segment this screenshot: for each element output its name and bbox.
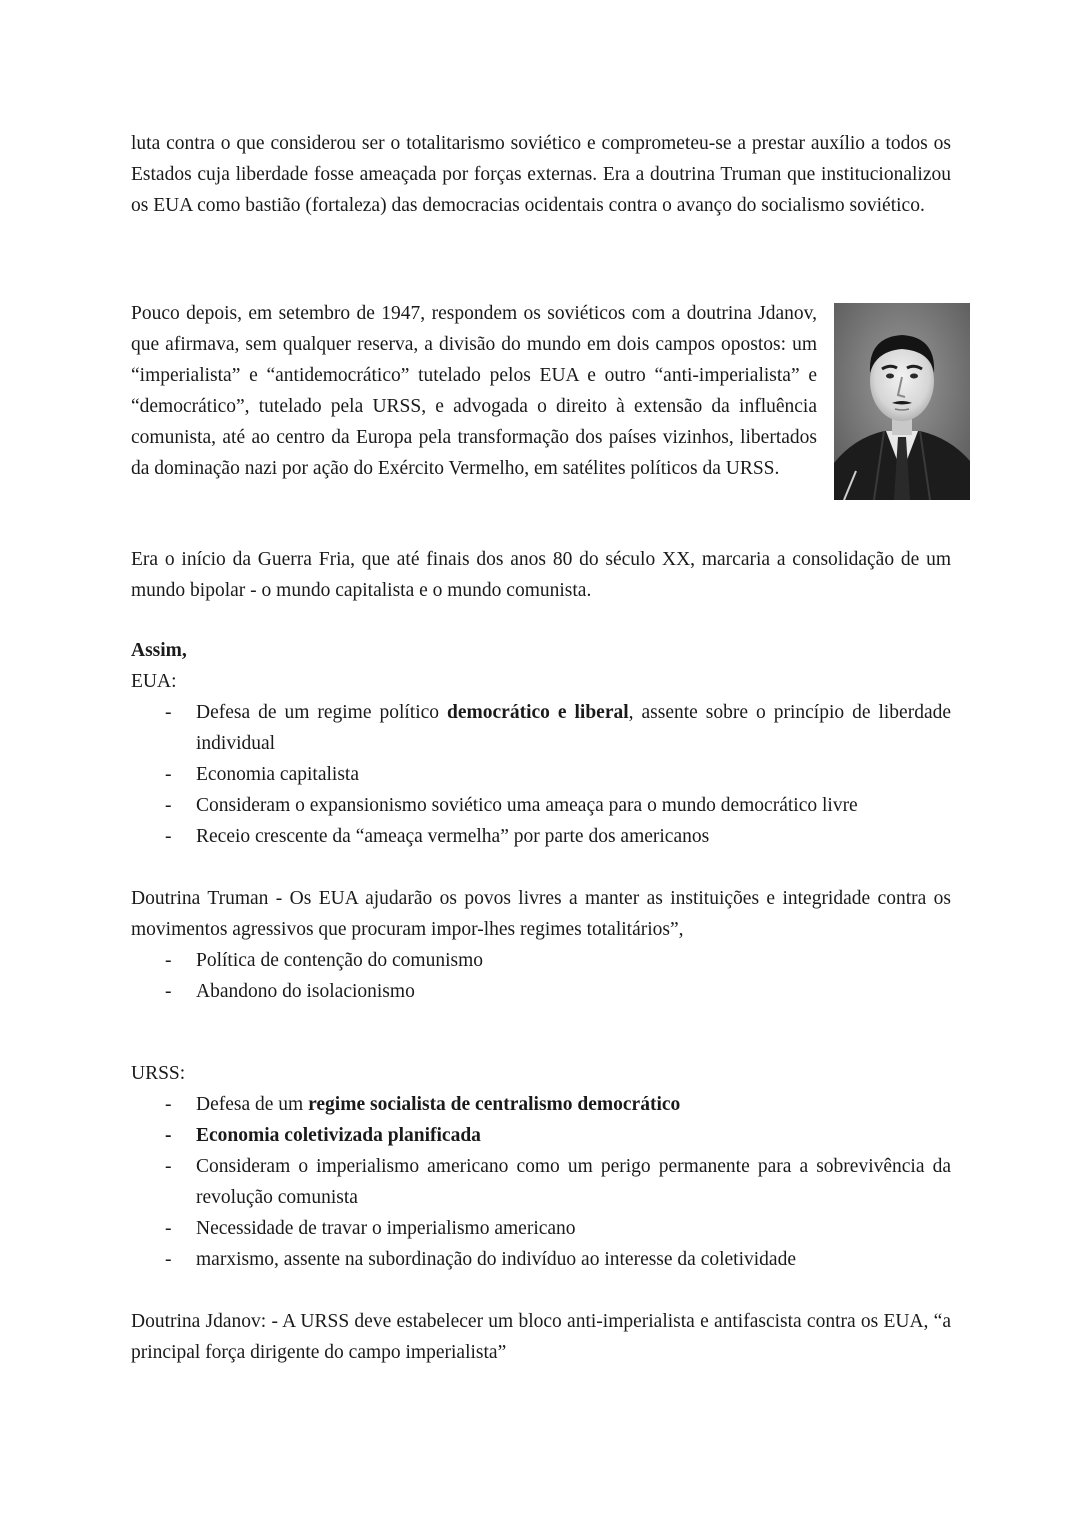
eua-list (131, 697, 951, 852)
list-item-text: Defesa de um (196, 1094, 309, 1115)
list-item-text: , assente sobre o princípio de liberdade individual (196, 702, 951, 754)
list-item: - Receio crescente da “ameaça vermelha” por parte dos americanos (196, 821, 951, 852)
urss-list (131, 1089, 951, 1275)
list-item: - Política de contenção do comunismo (196, 945, 951, 976)
eua-label: EUA: (131, 671, 177, 692)
document-page (131, 128, 951, 1368)
list-item (196, 697, 951, 759)
jdanov-section (131, 298, 951, 515)
urss-label: URSS: (131, 1063, 186, 1084)
truman-paragraph: Doutrina Truman - Os EUA ajudarão os povos livres a manter as instituições e integridade contra os movimentos agressivos que procuram impor-lhes regimes totalitários”, (131, 888, 951, 940)
guerra-fria-paragraph: Era o início da Guerra Fria, que até finais dos anos 80 do século XX, marcaria a consolidação de um mundo bipolar - o mundo capitalista e o mundo comunista. (131, 549, 951, 601)
list-item (196, 1089, 951, 1120)
list-item: - marxismo, assente na subordinação do indivíduo ao interesse da coletividade (196, 1244, 951, 1275)
list-item-bold-text: regime socialista de centralismo democrático (308, 1094, 681, 1115)
jdanov-portrait-photo (834, 303, 970, 500)
list-item: - Economia coletivizada planificada (196, 1120, 951, 1151)
list-item: - Abandono do isolacionismo (196, 976, 951, 1007)
intro-paragraph: luta contra o que considerou ser o totalitarismo soviético e comprometeu-se a prestar auxílio a todos os Estados cuja liberdade fosse ameaçada por forças externas. Era a doutrina Truman que institucionalizou os EUA como bastião (fortaleza) das democracias ocidentais contra o avanço do socialismo soviético. (131, 133, 951, 216)
jdanov-paragraph: Pouco depois, em setembro de 1947, respondem os soviéticos com a doutrina Jdanov, que afirmava, sem qualquer reserva, a divisão do mundo em dois campos opostos: um “imperialista” e “antidemocrático” tutelado pelos EUA e outro “anti-imperialista” e “democrático”, tutelado pela URSS, e advogada o direito à extensão da influência comunista, até ao centro da Europa pela transformação dos países vizinhos, libertados da dominação nazi por ação do Exército Vermelho, em satélites políticos da URSS. (131, 303, 817, 479)
list-item: - Consideram o expansionismo soviético uma ameaça para o mundo democrático livre (196, 790, 951, 821)
list-item: - Necessidade de travar o imperialismo americano (196, 1213, 951, 1244)
jdanov-final-paragraph: Doutrina Jdanov: - A URSS deve estabelecer um bloco anti-imperialista e antifascista contra os EUA, “a principal força dirigente do campo imperialista” (131, 1311, 951, 1363)
list-item: - Consideram o imperialismo americano como um perigo permanente para a sobrevivência da revolução comunista (196, 1151, 951, 1213)
list-item: - Economia capitalista (196, 759, 951, 790)
truman-list (131, 945, 951, 1007)
assim-heading: Assim, (131, 640, 187, 661)
list-item-bold-text: democrático e liberal (447, 702, 629, 723)
list-item-text: Defesa de um regime político (196, 702, 448, 723)
